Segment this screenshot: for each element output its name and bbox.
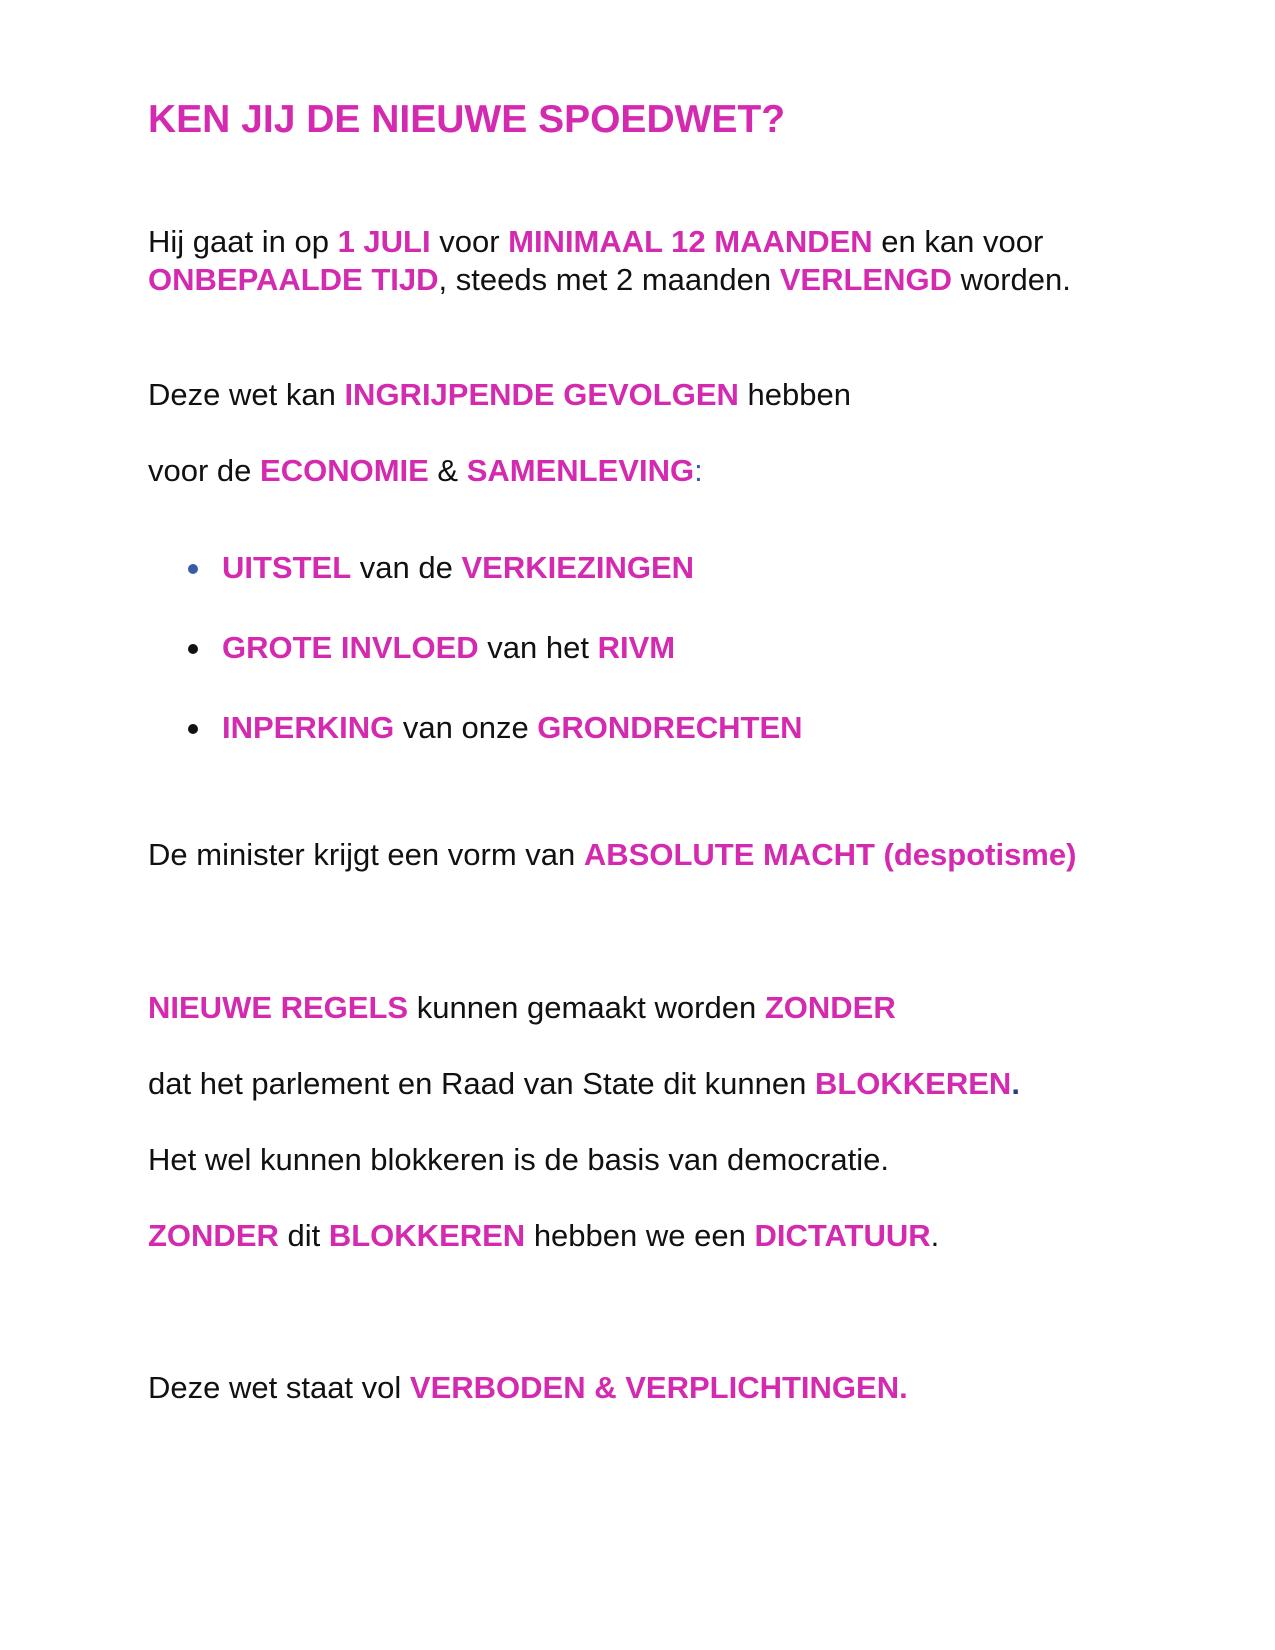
highlight-dictatorship: DICTATUUR <box>754 1218 931 1253</box>
text: De minister krijgt een vorm van <box>148 837 584 872</box>
text: , steeds met 2 maanden <box>438 262 780 297</box>
highlight-block: BLOKKEREN <box>328 1218 526 1253</box>
highlight-economy: ECONOMIE <box>260 453 429 488</box>
highlight-obligations: VERPLICHTINGEN <box>625 1370 900 1405</box>
text: van het <box>478 630 598 665</box>
paragraph-consequences-line-2 <box>148 451 703 491</box>
period: . <box>899 1370 908 1405</box>
ampersand: & <box>585 1370 626 1405</box>
highlight-date: 1 JULI <box>337 224 431 259</box>
paragraph-absolute-power <box>148 835 1076 875</box>
list-item <box>148 548 803 588</box>
text: Hij gaat in op <box>148 224 338 259</box>
text: voor de <box>148 453 261 488</box>
highlight: INPERKING <box>222 710 395 745</box>
text: en kan voor <box>872 224 1044 259</box>
text: hebben <box>738 377 851 412</box>
highlight: VERKIEZINGEN <box>461 550 695 585</box>
paragraph-start-date-line-1 <box>148 222 1043 262</box>
text: worden. <box>951 262 1071 297</box>
highlight: GRONDRECHTEN <box>537 710 803 745</box>
text: van de <box>351 550 462 585</box>
highlight-prohibitions: VERBODEN <box>409 1370 586 1405</box>
paragraph-new-rules-line-2 <box>148 1064 1020 1104</box>
bullet-icon <box>188 644 198 654</box>
period: . <box>1011 1066 1020 1101</box>
paragraph-start-date-line-2 <box>148 260 1071 300</box>
highlight-indefinite: ONBEPAALDE TIJD <box>148 262 439 297</box>
highlight-absolute-power: ABSOLUTE MACHT (despotisme) <box>583 837 1077 872</box>
text: kunnen gemaakt worden <box>408 990 765 1025</box>
highlight: GROTE INVLOED <box>222 630 479 665</box>
paragraph-prohibitions <box>148 1368 908 1408</box>
text: & <box>428 453 467 488</box>
text: dat het parlement en Raad van State dit kunnen <box>148 1066 815 1101</box>
bullet-icon <box>188 564 198 574</box>
text: . <box>930 1218 940 1253</box>
highlight-society: SAMENLEVING <box>466 453 695 488</box>
highlight-consequences: INGRIJPENDE GEVOLGEN <box>344 377 739 412</box>
text: Deze wet staat vol <box>148 1370 410 1405</box>
highlight-extended: VERLENGD <box>779 262 952 297</box>
text: dit <box>278 1218 329 1253</box>
paragraph-new-rules-line-4 <box>148 1216 939 1256</box>
paragraph-new-rules-line-3 <box>148 1140 889 1180</box>
list-item <box>148 708 803 748</box>
text: voor <box>430 224 509 259</box>
highlight: RIVM <box>597 630 676 665</box>
highlight-duration: MINIMAAL 12 MAANDEN <box>508 224 873 259</box>
page-title: KEN JIJ DE NIEUWE SPOEDWET? <box>148 98 786 141</box>
colon: : <box>694 453 703 488</box>
bullet-icon <box>188 724 198 734</box>
text: Het wel kunnen blokkeren is de basis van democratie. <box>148 1142 889 1177</box>
consequences-list <box>148 548 803 788</box>
highlight-without: ZONDER <box>148 1218 279 1253</box>
text: van onze <box>394 710 538 745</box>
list-item <box>148 628 803 668</box>
text: hebben we een <box>525 1218 755 1253</box>
paragraph-consequences-line-1 <box>148 375 851 415</box>
highlight-block: BLOKKEREN <box>814 1066 1012 1101</box>
highlight-without: ZONDER <box>764 990 896 1025</box>
highlight: UITSTEL <box>222 550 352 585</box>
text: Deze wet kan <box>148 377 345 412</box>
paragraph-new-rules-line-1 <box>148 988 896 1028</box>
highlight-new-rules: NIEUWE REGELS <box>148 990 409 1025</box>
